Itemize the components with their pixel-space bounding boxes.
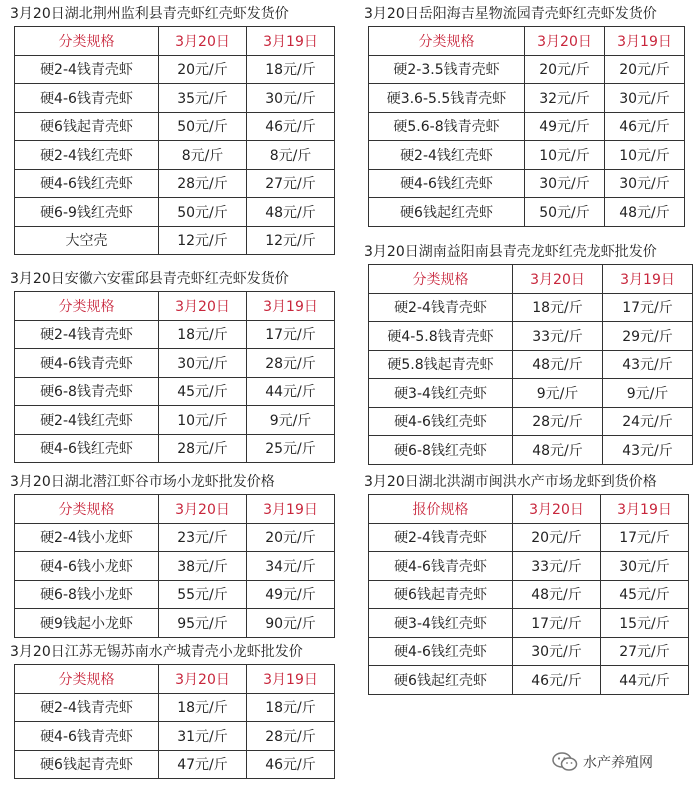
spec-cell: 硬4-6钱红壳虾 <box>369 169 525 198</box>
table-row <box>369 293 693 322</box>
price-today-cell: 47元/斤 <box>159 750 247 779</box>
price-yesterday-cell: 29元/斤 <box>603 322 693 351</box>
spec-cell: 硬2-4钱青壳虾 <box>15 320 159 349</box>
price-today-cell: 33元/斤 <box>513 322 603 351</box>
price-table-yiyang <box>368 264 693 465</box>
header-spec: 分类规格 <box>15 292 159 321</box>
header-spec: 分类规格 <box>15 495 159 524</box>
price-today-cell: 48元/斤 <box>513 436 603 465</box>
table-row <box>369 637 689 666</box>
header-spec: 分类规格 <box>369 27 525 56</box>
header-yesterday: 3月19日 <box>603 265 693 294</box>
spec-cell: 硬4-6钱红壳虾 <box>15 434 159 463</box>
table-row <box>15 320 335 349</box>
spec-cell: 硬2-4钱红壳虾 <box>15 406 159 435</box>
price-today-cell: 33元/斤 <box>513 552 601 581</box>
spec-cell: 硬4-6钱青壳虾 <box>15 722 159 751</box>
table-row <box>369 407 693 436</box>
price-table-qianjiang <box>14 494 335 638</box>
header-spec: 分类规格 <box>15 27 159 56</box>
price-yesterday-cell: 17元/斤 <box>601 523 689 552</box>
table-row <box>15 141 335 170</box>
header-today: 3月20日 <box>159 665 247 694</box>
price-today-cell: 9元/斤 <box>513 379 603 408</box>
table-row <box>15 523 335 552</box>
table-row <box>369 84 685 113</box>
price-today-cell: 30元/斤 <box>513 637 601 666</box>
price-today-cell: 30元/斤 <box>159 349 247 378</box>
table-title: 3月20日湖南益阳南县青壳龙虾红壳龙虾批发价 <box>364 244 657 260</box>
price-table-wuxi <box>14 664 335 779</box>
spec-cell: 硬2-4钱红壳虾 <box>15 141 159 170</box>
header-today: 3月20日 <box>159 27 247 56</box>
price-today-cell: 20元/斤 <box>159 55 247 84</box>
table-row <box>15 750 335 779</box>
price-yesterday-cell: 20元/斤 <box>247 523 335 552</box>
price-today-cell: 95元/斤 <box>159 609 247 638</box>
price-yesterday-cell: 15元/斤 <box>601 609 689 638</box>
header-yesterday: 3月19日 <box>601 495 689 524</box>
price-yesterday-cell: 46元/斤 <box>247 112 335 141</box>
spec-cell: 硬6-8钱青壳虾 <box>15 377 159 406</box>
table-title: 3月20日湖北荆州监利县青壳虾红壳虾发货价 <box>10 6 289 22</box>
price-yesterday-cell: 43元/斤 <box>603 350 693 379</box>
spec-cell: 硬6-8钱小龙虾 <box>15 580 159 609</box>
price-today-cell: 30元/斤 <box>525 169 605 198</box>
price-table-jingzhou <box>14 26 335 255</box>
header-today: 3月20日 <box>159 292 247 321</box>
table-row <box>15 722 335 751</box>
price-yesterday-cell: 44元/斤 <box>247 377 335 406</box>
price-table-honghu <box>368 494 689 695</box>
table-row <box>15 406 335 435</box>
price-yesterday-cell: 30元/斤 <box>605 84 685 113</box>
price-block-honghu <box>362 470 689 695</box>
spec-cell: 硬3.6-5.5钱青壳虾 <box>369 84 525 113</box>
header-spec: 报价规格 <box>369 495 513 524</box>
spec-cell: 硬4-6钱红壳虾 <box>369 637 513 666</box>
price-today-cell: 49元/斤 <box>525 112 605 141</box>
spec-cell: 硬6钱起青壳虾 <box>15 112 159 141</box>
price-yesterday-cell: 17元/斤 <box>603 293 693 322</box>
price-today-cell: 20元/斤 <box>525 55 605 84</box>
header-today: 3月20日 <box>159 495 247 524</box>
table-row <box>369 523 689 552</box>
price-yesterday-cell: 30元/斤 <box>605 169 685 198</box>
table-header-row <box>369 265 693 294</box>
table-header-row <box>15 665 335 694</box>
table-row <box>369 350 693 379</box>
price-yesterday-cell: 12元/斤 <box>247 226 335 255</box>
price-block-yueyang <box>362 2 685 227</box>
price-today-cell: 17元/斤 <box>513 609 601 638</box>
spec-cell: 硬2-3.5钱青壳虾 <box>369 55 525 84</box>
header-yesterday: 3月19日 <box>247 495 335 524</box>
table-row <box>15 84 335 113</box>
table-row <box>369 580 689 609</box>
price-today-cell: 23元/斤 <box>159 523 247 552</box>
price-block-huoqiu <box>8 267 335 463</box>
price-yesterday-cell: 48元/斤 <box>247 198 335 227</box>
price-yesterday-cell: 30元/斤 <box>601 552 689 581</box>
price-yesterday-cell: 24元/斤 <box>603 407 693 436</box>
table-row <box>369 141 685 170</box>
table-row <box>369 112 685 141</box>
table-title: 3月20日江苏无锡苏南水产城青壳小龙虾批发价 <box>10 644 303 660</box>
price-yesterday-cell: 28元/斤 <box>247 722 335 751</box>
price-yesterday-cell: 48元/斤 <box>605 198 685 227</box>
spec-cell: 硬2-4钱青壳虾 <box>369 293 513 322</box>
header-spec: 分类规格 <box>369 265 513 294</box>
price-today-cell: 31元/斤 <box>159 722 247 751</box>
price-today-cell: 28元/斤 <box>159 169 247 198</box>
header-spec: 分类规格 <box>15 665 159 694</box>
price-block-wuxi <box>8 640 335 779</box>
price-today-cell: 32元/斤 <box>525 84 605 113</box>
price-today-cell: 10元/斤 <box>159 406 247 435</box>
watermark <box>552 752 653 772</box>
table-row <box>369 609 689 638</box>
price-today-cell: 28元/斤 <box>513 407 603 436</box>
price-block-jingzhou <box>8 2 335 255</box>
table-row <box>15 552 335 581</box>
price-yesterday-cell: 44元/斤 <box>601 666 689 695</box>
price-today-cell: 48元/斤 <box>513 580 601 609</box>
spec-cell: 硬6-8钱红壳虾 <box>369 436 513 465</box>
header-yesterday: 3月19日 <box>247 292 335 321</box>
table-header-row <box>369 495 689 524</box>
table-row <box>15 198 335 227</box>
price-yesterday-cell: 9元/斤 <box>247 406 335 435</box>
price-today-cell: 18元/斤 <box>159 693 247 722</box>
price-yesterday-cell: 27元/斤 <box>247 169 335 198</box>
spec-cell: 硬5.6-8钱青壳虾 <box>369 112 525 141</box>
spec-cell: 硬6钱起红壳虾 <box>369 198 525 227</box>
spec-cell: 硬2-4钱青壳虾 <box>15 693 159 722</box>
table-row <box>15 112 335 141</box>
price-yesterday-cell: 46元/斤 <box>247 750 335 779</box>
price-today-cell: 45元/斤 <box>159 377 247 406</box>
table-header-row <box>15 495 335 524</box>
table-row <box>15 693 335 722</box>
table-title: 3月20日安徽六安霍邱县青壳虾红壳虾发货价 <box>10 271 289 287</box>
table-row <box>15 580 335 609</box>
price-yesterday-cell: 27元/斤 <box>601 637 689 666</box>
spec-cell: 硬4-6钱小龙虾 <box>15 552 159 581</box>
price-block-qianjiang <box>8 470 335 638</box>
price-yesterday-cell: 46元/斤 <box>605 112 685 141</box>
spec-cell: 硬9钱起小龙虾 <box>15 609 159 638</box>
header-today: 3月20日 <box>525 27 605 56</box>
price-yesterday-cell: 30元/斤 <box>247 84 335 113</box>
spec-cell: 硬2-4钱小龙虾 <box>15 523 159 552</box>
price-today-cell: 50元/斤 <box>525 198 605 227</box>
price-today-cell: 46元/斤 <box>513 666 601 695</box>
price-today-cell: 50元/斤 <box>159 112 247 141</box>
table-row <box>369 552 689 581</box>
header-yesterday: 3月19日 <box>247 665 335 694</box>
price-table-huoqiu <box>14 291 335 463</box>
spec-cell: 硬4-6钱红壳虾 <box>369 407 513 436</box>
table-row <box>15 226 335 255</box>
price-yesterday-cell: 49元/斤 <box>247 580 335 609</box>
table-header-row <box>15 27 335 56</box>
table-row <box>369 436 693 465</box>
watermark-text: 水产养殖网 <box>583 755 653 771</box>
table-title: 3月20日岳阳海吉星物流园青壳虾红壳虾发货价 <box>364 6 657 22</box>
table-title: 3月20日湖北潜江虾谷市场小龙虾批发价格 <box>10 474 275 490</box>
spec-cell: 硬5.8钱起青壳虾 <box>369 350 513 379</box>
spec-cell: 硬4-6钱青壳虾 <box>15 349 159 378</box>
table-row <box>15 169 335 198</box>
table-header-row <box>15 292 335 321</box>
price-yesterday-cell: 34元/斤 <box>247 552 335 581</box>
spec-cell: 硬3-4钱红壳虾 <box>369 379 513 408</box>
table-row <box>369 322 693 351</box>
table-row <box>15 434 335 463</box>
table-row <box>369 198 685 227</box>
price-yesterday-cell: 90元/斤 <box>247 609 335 638</box>
spec-cell: 硬6钱起红壳虾 <box>369 666 513 695</box>
price-today-cell: 8元/斤 <box>159 141 247 170</box>
header-today: 3月20日 <box>513 495 601 524</box>
price-yesterday-cell: 17元/斤 <box>247 320 335 349</box>
price-today-cell: 10元/斤 <box>525 141 605 170</box>
price-today-cell: 48元/斤 <box>513 350 603 379</box>
price-yesterday-cell: 8元/斤 <box>247 141 335 170</box>
spec-cell: 硬4-6钱红壳虾 <box>15 169 159 198</box>
table-row <box>15 609 335 638</box>
table-row <box>369 379 693 408</box>
price-yesterday-cell: 43元/斤 <box>603 436 693 465</box>
table-row <box>15 55 335 84</box>
spec-cell: 硬4-6钱青壳虾 <box>15 84 159 113</box>
price-today-cell: 12元/斤 <box>159 226 247 255</box>
header-yesterday: 3月19日 <box>605 27 685 56</box>
spec-cell: 硬3-4钱红壳虾 <box>369 609 513 638</box>
price-yesterday-cell: 18元/斤 <box>247 55 335 84</box>
price-today-cell: 28元/斤 <box>159 434 247 463</box>
spec-cell: 硬6-9钱红壳虾 <box>15 198 159 227</box>
spec-cell: 硬6钱起青壳虾 <box>369 580 513 609</box>
price-yesterday-cell: 18元/斤 <box>247 693 335 722</box>
spec-cell: 大空壳 <box>15 226 159 255</box>
table-title: 3月20日湖北洪湖市闽洪水产市场龙虾到货价格 <box>364 474 657 490</box>
price-today-cell: 38元/斤 <box>159 552 247 581</box>
price-today-cell: 35元/斤 <box>159 84 247 113</box>
wechat-icon <box>552 752 578 772</box>
price-yesterday-cell: 25元/斤 <box>247 434 335 463</box>
spec-cell: 硬4-5.8钱青壳虾 <box>369 322 513 351</box>
spec-cell: 硬2-4钱红壳虾 <box>369 141 525 170</box>
spec-cell: 硬4-6钱青壳虾 <box>369 552 513 581</box>
table-row <box>15 349 335 378</box>
price-yesterday-cell: 9元/斤 <box>603 379 693 408</box>
table-header-row <box>369 27 685 56</box>
price-today-cell: 18元/斤 <box>159 320 247 349</box>
table-row <box>369 666 689 695</box>
price-yesterday-cell: 28元/斤 <box>247 349 335 378</box>
price-today-cell: 50元/斤 <box>159 198 247 227</box>
price-today-cell: 20元/斤 <box>513 523 601 552</box>
table-row <box>369 55 685 84</box>
price-block-yiyang <box>362 240 693 465</box>
header-today: 3月20日 <box>513 265 603 294</box>
spec-cell: 硬2-4钱青壳虾 <box>369 523 513 552</box>
table-row <box>369 169 685 198</box>
table-row <box>15 377 335 406</box>
price-today-cell: 55元/斤 <box>159 580 247 609</box>
spec-cell: 硬2-4钱青壳虾 <box>15 55 159 84</box>
price-yesterday-cell: 45元/斤 <box>601 580 689 609</box>
price-table-yueyang <box>368 26 685 227</box>
spec-cell: 硬6钱起青壳虾 <box>15 750 159 779</box>
price-yesterday-cell: 20元/斤 <box>605 55 685 84</box>
price-yesterday-cell: 10元/斤 <box>605 141 685 170</box>
price-today-cell: 18元/斤 <box>513 293 603 322</box>
header-yesterday: 3月19日 <box>247 27 335 56</box>
